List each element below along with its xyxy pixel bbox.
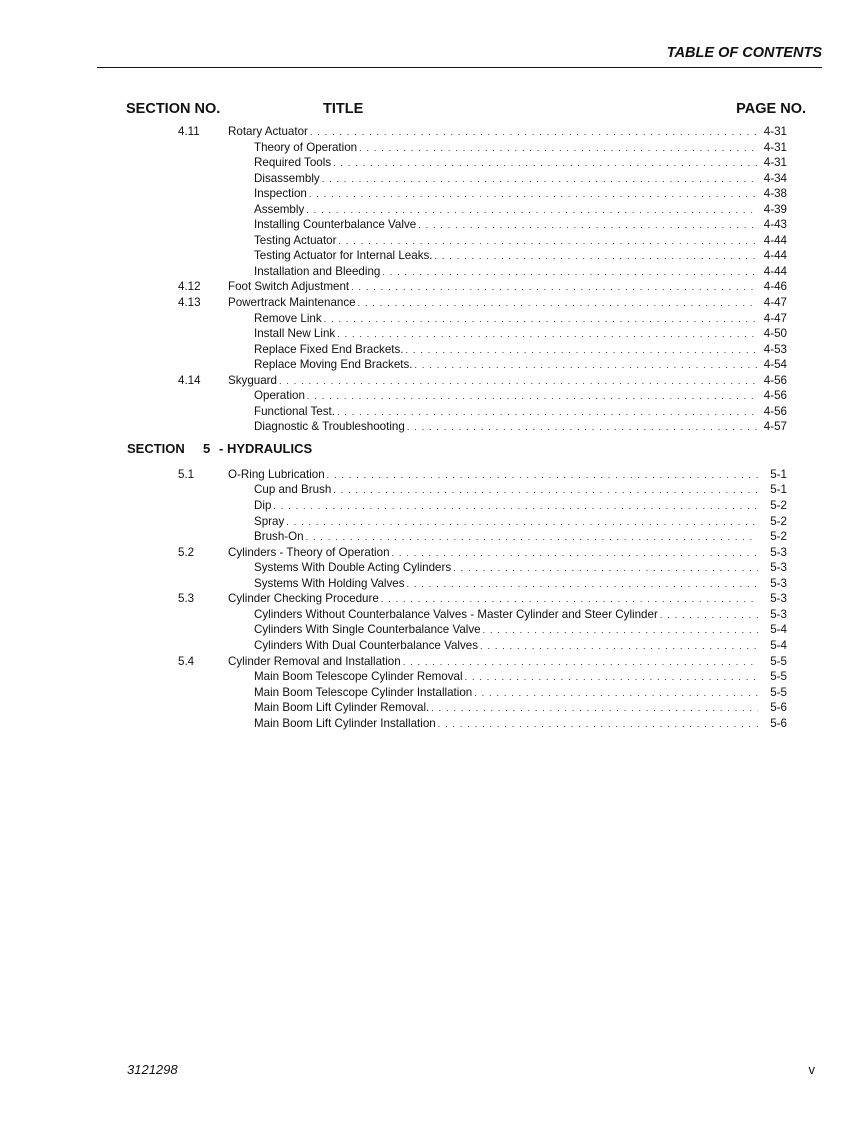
toc-entry-link[interactable] — [254, 357, 787, 374]
toc-section-number: 4.12 — [178, 280, 201, 294]
toc-row — [0, 498, 866, 514]
column-header-page-no: PAGE NO. — [736, 101, 806, 117]
toc-row — [0, 186, 866, 202]
toc-entry-link[interactable] — [254, 576, 787, 593]
toc-row — [0, 607, 866, 623]
toc-page-number: 5-1 — [770, 483, 787, 497]
toc-entry-link[interactable] — [254, 233, 787, 250]
toc-entry-title: Installation and Bleeding — [254, 264, 381, 278]
toc-entry-link[interactable] — [254, 248, 787, 265]
toc-entry-link[interactable] — [254, 482, 787, 499]
dot-leader — [431, 701, 758, 717]
dot-leader — [407, 577, 758, 593]
toc-entry-link[interactable] — [228, 467, 787, 484]
toc-entry-link[interactable] — [254, 669, 787, 686]
toc-entry-title: O-Ring Lubrication — [228, 467, 325, 481]
toc-row — [0, 171, 866, 187]
dot-leader — [310, 125, 758, 141]
toc-entry-link[interactable] — [254, 388, 787, 405]
toc-row — [0, 357, 866, 373]
toc-entry-title: Main Boom Lift Cylinder Installation — [254, 716, 436, 730]
toc-entry-link[interactable] — [228, 591, 787, 608]
toc-entry-link[interactable] — [254, 716, 787, 733]
toc-row — [0, 264, 866, 280]
dot-leader — [279, 374, 758, 390]
toc-entry-title: Skyguard — [228, 373, 277, 387]
toc-entry-title: Disassembly — [254, 171, 320, 185]
toc-entry-title: Powertrack Maintenance — [228, 296, 356, 310]
toc-page-number: 5-4 — [770, 623, 787, 637]
toc-page-number: 4-44 — [763, 264, 787, 278]
toc-page-number: 5-5 — [770, 670, 787, 684]
toc-row — [0, 654, 866, 670]
toc-row — [0, 388, 866, 404]
toc-row — [0, 529, 866, 545]
toc-page-number: 5-2 — [770, 514, 787, 528]
toc-entry-link[interactable] — [254, 685, 787, 702]
toc-section-number: 5.3 — [178, 592, 195, 606]
toc-page-number: 5-6 — [770, 701, 787, 715]
toc-entry-link[interactable] — [254, 607, 787, 624]
dot-leader — [324, 312, 758, 328]
section-heading-number: 5 — [203, 440, 211, 456]
toc-section-number: 5.1 — [178, 467, 195, 481]
toc-entry-link[interactable] — [254, 342, 787, 359]
toc-page-number: 4-56 — [763, 389, 787, 403]
toc-entry-title: Cylinder Checking Procedure — [228, 592, 379, 606]
toc-entry-title: Cylinder Removal and Installation — [228, 654, 401, 668]
toc-entry-link[interactable] — [228, 545, 787, 562]
toc-entry-link[interactable] — [228, 654, 787, 671]
toc-page-number: 5-3 — [770, 592, 787, 606]
toc-entry-link[interactable] — [254, 326, 787, 343]
dot-leader — [407, 420, 758, 436]
toc-page-number: 4-38 — [763, 187, 787, 201]
dot-leader — [382, 265, 758, 281]
toc-entry-title: Remove Link — [254, 311, 322, 325]
header-rule — [97, 67, 822, 68]
dot-leader — [438, 717, 758, 733]
dot-leader — [406, 343, 758, 359]
toc-entry-link[interactable] — [254, 560, 787, 577]
toc-entry-link[interactable] — [254, 171, 787, 188]
toc-section-number: 5.2 — [178, 545, 195, 559]
toc-row — [0, 560, 866, 576]
toc-entry-title: Inspection — [254, 187, 307, 201]
dot-leader — [392, 546, 758, 562]
dot-leader — [453, 561, 758, 577]
toc-entry-title: Replace Moving End Brackets. — [254, 358, 413, 372]
toc-row — [0, 124, 866, 140]
toc-row — [0, 155, 866, 171]
dot-leader — [359, 141, 758, 157]
toc-entry-title: Rotary Actuator — [228, 125, 308, 138]
toc-row — [0, 279, 866, 295]
section-heading-label: SECTION — [127, 440, 185, 456]
toc-page-number: 4-31 — [763, 156, 787, 170]
toc-entry-title: Diagnostic & Troubleshooting — [254, 420, 405, 434]
toc-row — [0, 545, 866, 561]
document-code: 3121298 — [127, 1062, 178, 1077]
toc-entry-link[interactable] — [254, 404, 787, 421]
toc-page-number: 4-39 — [763, 202, 787, 216]
toc-section-number: 5.4 — [178, 654, 195, 668]
toc-section-number: 4.11 — [178, 125, 200, 138]
toc-page-number: 4-57 — [763, 420, 787, 434]
toc-page-number: 4-47 — [763, 311, 787, 325]
toc-row — [0, 514, 866, 530]
toc-page-number: 4-44 — [763, 249, 787, 263]
dot-leader — [483, 623, 758, 639]
toc-entry-title: Functional Test. — [254, 404, 335, 418]
dot-leader — [660, 608, 758, 624]
toc-row — [0, 482, 866, 498]
toc-entry-link[interactable] — [254, 700, 787, 717]
toc-row — [0, 669, 866, 685]
toc-page-number: 5-2 — [770, 530, 787, 544]
toc-page-number: 4-56 — [763, 404, 787, 418]
toc-row — [0, 295, 866, 311]
document-header-title: TABLE OF CONTENTS — [666, 45, 822, 61]
dot-leader — [322, 172, 758, 188]
toc-entry-link[interactable] — [254, 419, 787, 436]
dot-leader — [306, 203, 758, 219]
toc-page-number: 5-2 — [770, 499, 787, 513]
toc-page-number: 4-43 — [763, 218, 787, 232]
toc-page-number: 4-46 — [763, 280, 787, 294]
toc-section-number: 4.13 — [178, 296, 201, 310]
toc-entry-title: Systems With Double Acting Cylinders — [254, 561, 452, 575]
toc-entry-link[interactable] — [254, 514, 787, 531]
toc-entry-title: Cylinders With Single Counterbalance Valve — [254, 623, 481, 637]
toc-row — [0, 404, 866, 420]
toc-page-number: 5-3 — [770, 576, 787, 590]
dot-leader — [307, 389, 758, 405]
toc-row — [0, 326, 866, 342]
toc-row — [0, 373, 866, 389]
toc-page-number: 4-44 — [763, 233, 787, 247]
toc-row — [0, 576, 866, 592]
dot-leader — [333, 156, 758, 172]
toc-entry-title: Testing Actuator — [254, 233, 337, 247]
toc-entry-link[interactable] — [254, 498, 787, 515]
dot-leader — [381, 592, 758, 608]
toc-entry-title: Required Tools — [254, 156, 332, 170]
toc-entry-link[interactable] — [228, 373, 787, 390]
toc-page-number: 5-6 — [770, 716, 787, 730]
toc-entry-title: Main Boom Telescope Cylinder Removal — [254, 670, 463, 684]
dot-leader — [273, 499, 758, 515]
toc-entry-link[interactable] — [254, 264, 787, 281]
dot-leader — [403, 655, 758, 671]
toc-page-number: 5-4 — [770, 638, 787, 652]
dot-leader — [418, 218, 758, 234]
toc-entry-title: Install New Link — [254, 327, 336, 341]
toc-entry-title: Cylinders With Dual Counterbalance Valves — [254, 638, 479, 652]
toc-entry-title: Main Boom Telescope Cylinder Installation — [254, 685, 473, 699]
dot-leader — [337, 327, 758, 343]
toc-page-number: 4-31 — [763, 140, 787, 154]
toc-page-number: 4-34 — [763, 171, 787, 185]
toc-entry-link[interactable] — [254, 140, 787, 157]
toc-row — [0, 140, 866, 156]
toc-page-number: 5-3 — [770, 561, 787, 575]
dot-leader — [339, 234, 759, 250]
toc-entry-title: Systems With Holding Valves — [254, 576, 405, 590]
toc-page-number: 4-53 — [763, 342, 787, 356]
toc-row — [0, 233, 866, 249]
toc-row — [0, 622, 866, 638]
toc-page-number: 5-3 — [770, 545, 787, 559]
dot-leader — [306, 530, 758, 546]
toc-entry-link[interactable] — [254, 155, 787, 172]
toc-entry-title: Dip — [254, 499, 272, 513]
toc-entry-title: Spray — [254, 514, 285, 528]
column-header-title: TITLE — [323, 101, 364, 117]
dot-leader — [333, 483, 758, 499]
dot-leader — [474, 686, 758, 702]
dot-leader — [358, 296, 758, 312]
column-header-section-no: SECTION NO. — [126, 101, 221, 117]
toc-page-number: 4-56 — [763, 373, 787, 387]
dot-leader — [351, 280, 758, 296]
toc-row — [0, 700, 866, 716]
dot-leader — [435, 249, 758, 265]
toc-entry-title: Assembly — [254, 202, 305, 216]
toc-entry-title: Installing Counterbalance Valve — [254, 218, 417, 232]
toc-page-number: 4-54 — [763, 358, 787, 372]
toc-entry-title: Theory of Operation — [254, 140, 358, 154]
toc-entry-title: Cup and Brush — [254, 483, 332, 497]
toc-page-number: 5-3 — [770, 607, 787, 621]
toc-entry-title: Main Boom Lift Cylinder Removal. — [254, 701, 430, 715]
toc-row — [0, 591, 866, 607]
toc-row — [0, 467, 866, 483]
toc-row — [0, 419, 866, 435]
toc-row — [0, 685, 866, 701]
toc-entry-link[interactable] — [254, 186, 787, 203]
toc-row — [0, 202, 866, 218]
toc-entry-link[interactable] — [254, 202, 787, 219]
toc-entry-title: Brush-On — [254, 530, 304, 544]
page-number: v — [808, 1062, 815, 1077]
toc-entry-link[interactable] — [254, 311, 787, 328]
toc-entry-link[interactable] — [228, 295, 787, 312]
dot-leader — [327, 468, 758, 484]
toc-entry-link[interactable] — [254, 638, 787, 655]
dot-leader — [415, 358, 758, 374]
dot-leader — [309, 187, 758, 203]
toc-row — [0, 716, 866, 732]
toc-row — [0, 342, 866, 358]
toc-page-number: 4-31 — [763, 125, 787, 138]
toc-entry-title: Foot Switch Adjustment — [228, 280, 350, 294]
toc-section-number: 4.14 — [178, 373, 201, 387]
section-heading-name: - HYDRAULICS — [219, 440, 313, 456]
toc-page-number: 5-5 — [770, 685, 787, 699]
toc-row — [0, 311, 866, 327]
dot-leader — [286, 515, 758, 531]
toc-page-number: 4-50 — [763, 327, 787, 341]
toc-page-number: 4-47 — [763, 296, 787, 310]
toc-row — [0, 248, 866, 264]
toc-entry-title: Replace Fixed End Brackets. — [254, 342, 404, 356]
toc-entry-link[interactable] — [254, 529, 787, 546]
toc-entry-title: Operation — [254, 389, 305, 403]
toc-entry-title: Cylinders Without Counterbalance Valves - Master Cylinder and Steer Cylinder — [254, 607, 658, 621]
toc-row — [0, 217, 866, 233]
dot-leader — [337, 405, 758, 421]
toc-entry-link[interactable] — [228, 124, 787, 141]
toc-page-number: 5-5 — [770, 654, 787, 668]
section-heading — [0, 435, 866, 467]
toc-entry-title: Testing Actuator for Internal Leaks. — [254, 249, 433, 263]
toc-entry-link[interactable] — [228, 279, 787, 296]
toc-row — [0, 638, 866, 654]
dot-leader — [480, 639, 758, 655]
toc-page-number: 5-1 — [770, 467, 787, 481]
table-of-contents — [0, 124, 866, 731]
toc-entry-link[interactable] — [254, 217, 787, 234]
toc-entry-link[interactable] — [254, 622, 787, 639]
dot-leader — [465, 670, 758, 686]
toc-entry-title: Cylinders - Theory of Operation — [228, 545, 390, 559]
